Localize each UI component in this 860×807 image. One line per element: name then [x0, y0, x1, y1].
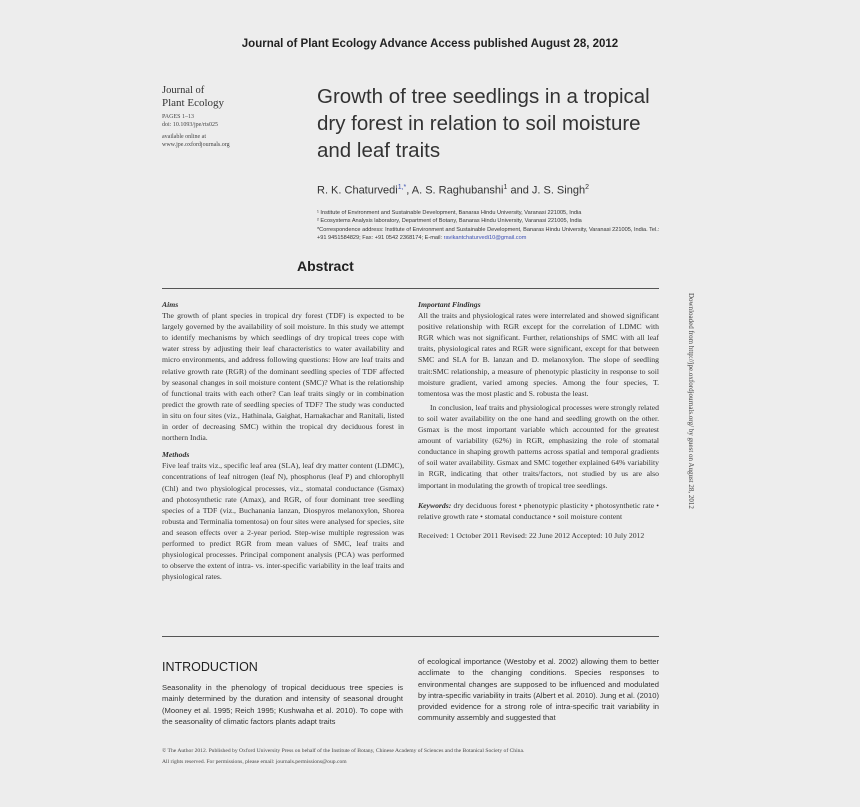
copyright-line: © The Author 2012. Published by Oxford University Press on behalf of the Institute of Botany, Chinese Academy of Sciences and the Botanical Society of China.	[162, 748, 525, 754]
findings-heading: Important Findings	[418, 300, 481, 309]
journal-name-line2: Plant Ecology	[162, 97, 225, 109]
affiliation-1: ¹ Institute of Environment and Sustainable Development, Banaras Hindu University, Varanasi 221005, India	[317, 210, 582, 216]
author-1: R. K. Chaturvedi	[317, 184, 398, 197]
keywords-label: Keywords:	[418, 500, 452, 510]
abstract-column-right	[418, 298, 659, 541]
correspondence-text: *Correspondence address: Institute of Environment and Sustainable Development, Banaras Hindu University, Varanasi 221005, India. Tel.: +91 9451584829; Fax: +91 0542 2368174; E-mail:	[317, 226, 660, 242]
author-list	[317, 184, 589, 197]
copyright-footer	[162, 746, 659, 768]
journal-name	[162, 85, 224, 109]
methods-text: Five leaf traits viz., specific leaf area (SLA), leaf dry matter content (LDMC), concentrations of leaf nitrogen (leaf N), phosphorus (leaf P) and chlorophyll (Chl) and two physiological processes, viz., stomatal conductance (Gsmax) and photosynthetic rate (Amax), and RGR, of four dominant tree seedling species of a TDF (viz., Buchanania lanzan, Diospyros melanoxylon, Shorea robusta and Terminalia tomentosa) on four sites were analysed for species, site and season effects over a 2-year period. Step-wise multiple regression was performed to predict RGR from mean values of SMC, leaf traits and physiological processes. Principal component analysis (PCA) was performed to observe the extent of intra- vs. inter-specific variability in the leaf traits and physiological rates.	[162, 461, 404, 582]
available-online: available online at	[162, 134, 206, 141]
journal-banner: Journal of Plant Ecology Advance Access published August 28, 2012	[241, 38, 619, 50]
author-1-sup[interactable]: 1,*	[397, 184, 407, 191]
findings-text-1: All the traits and physiological rates were interrelated and showed significant positive relationship with RGR except for the correlation of LDMC with RGR which was not significant. Further, relationships of SMC with all leaf traits, physiological rates and RGR were significant, except for that between SMC and SLA for B. lanzan and D. melanoxylon. The slope of seedling trait:SMC relationship, a measure of phenotypic plasticity in response to soil moisture gradient, varied among species. Among the four species, T. tomentosa was the most plastic and S. robusta the least.	[418, 311, 659, 398]
download-notice: Downloaded from http://jpe.oxfordjournals.org/ by guest on August 28, 2012	[687, 293, 695, 509]
abstract-bottom-rule	[162, 636, 659, 637]
author-3: and J. S. Singh	[507, 184, 586, 197]
affiliation-2: ² Ecosystems Analysis laboratory, Department of Botany, Banaras Hindu University, Varanasi 221005, India	[317, 218, 582, 225]
introduction-column-left: Seasonality in the phenology of tropical deciduous tree species is mainly determined by the duration and intensity of seasonal drought (Mooney et al. 1995; Reich 1995; Kushwaha et al. 2010). To cope with the seasonality of climatic factors plants adapt traits	[162, 683, 403, 726]
abstract-column-left	[162, 298, 404, 582]
doi: doi: 10.1093/jpe/rts025	[162, 121, 218, 128]
author-3-sup: 2	[585, 184, 589, 191]
introduction-heading: INTRODUCTION	[162, 660, 258, 674]
methods-heading: Methods	[162, 450, 190, 460]
affiliations	[317, 209, 662, 243]
article-meta	[162, 114, 230, 149]
journal-name-line1: Journal of	[162, 85, 205, 96]
aims-text: The growth of plant species in tropical dry forest (TDF) is expected to be largely governed by the availability of soil moisture. In this study we attempt to identify mechanisms by which seedlings of dry tropical trees cope with water stress by adjusting their leaf characteristics to water availability and micro environments, and address following questions: How are leaf traits and relative growth rate (RGR) of the dominant seedling species of TDF affected by seasonal changes in soil moisture content (SMC)? What is the relationship of functional traits with each other? Can leaf traits singly or in combination predict the growth rate of seedling species of TDF? The study was conducted in situ on four sites (viz., Hathinala, Gaighat, Harnakachar and Ranitali, listed in order of decreasing SMC) within the tropical dry deciduous forest in northern India.	[162, 311, 404, 443]
aims-heading: Aims	[162, 300, 179, 309]
author-2-sup: 1	[503, 184, 508, 191]
received-dates: Received: 1 October 2011 Revised: 22 June 2012 Accepted: 10 July 2012	[418, 530, 645, 540]
abstract-heading: Abstract	[297, 258, 354, 274]
journal-url: www.jpe.oxfordjournals.org	[162, 141, 230, 148]
abstract-top-rule	[162, 288, 659, 289]
download-sidebar	[683, 293, 697, 543]
email-link[interactable]: ravikantchaturvedi10@gmail.com	[443, 235, 527, 242]
pages: PAGES 1–13	[162, 114, 194, 120]
permissions-line: All rights reserved. For permissions, please email: journals.permissions@oup.com	[162, 759, 347, 765]
correspondence	[317, 226, 662, 243]
introduction-column-right: of ecological importance (Westoby et al. 2002) allowing them to better acclimate to the changing conditions. Species responses to environmental changes are supposed to be influenced and modulated by intra-specific variability in traits (Albert et al. 2010). Jung et al. (2010) provided evidence for a strong role of intra-specific trait variability in community assembly and suggested that	[418, 657, 659, 723]
keywords-text: dry deciduous forest • phenotypic plasticity • photosynthetic rate • relative growth rate • stomatal conductance • soil moisture content	[418, 500, 659, 521]
article-title: Growth of tree seedlings in a tropical dry forest in relation to soil moisture and leaf traits	[317, 85, 650, 162]
findings-text-2: In conclusion, leaf traits and physiological processes were strongly related to soil water availability on the one hand and seedling growth on the other. Gsmax is the most important variable which accounted for the greatest amount of variability (62%) in RGR, emphasizing the role of stomatal conductance in shaping growth patterns across spatial and temporal gradients of soil water availability. Gsmax and SMC together explained 64% variability in RGR, indicating that other traits/factors, not studied by us are also important in modulating the growth of tropical tree seedlings.	[418, 402, 659, 490]
author-2: , A. S. Raghubanshi	[406, 184, 504, 197]
keywords	[418, 500, 659, 522]
